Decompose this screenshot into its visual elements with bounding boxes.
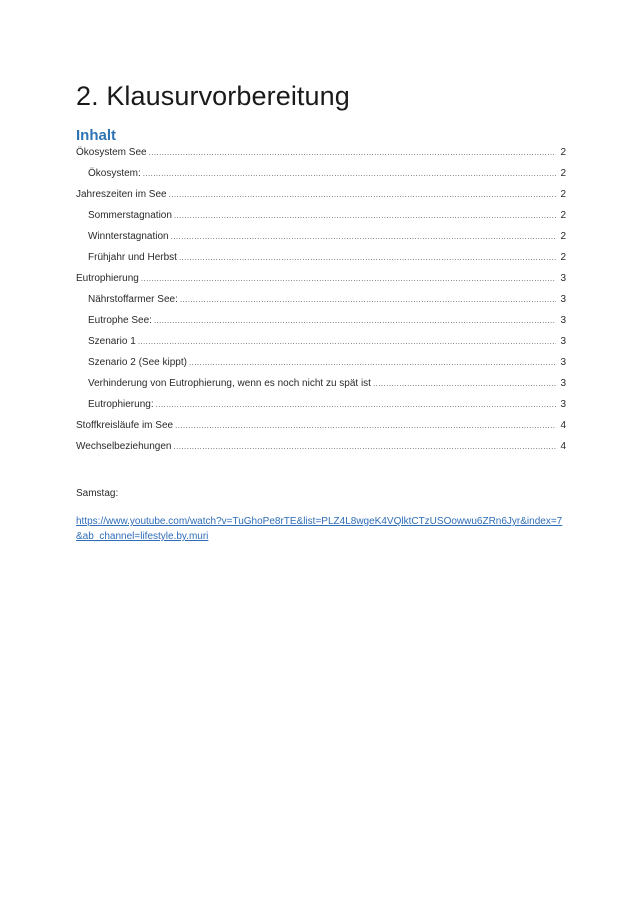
youtube-link[interactable]: https://www.youtube.com/watch?v=TuGhoPe8rTE&list=PLZ4L8wgeK4VQlktCTzUSOowwu6ZRn6Jyr&index=7&ab_channel=lifestyle.by.muri bbox=[76, 516, 563, 542]
toc-entry-label: Szenario 2 (See kippt) bbox=[88, 357, 187, 368]
toc-entry[interactable] bbox=[76, 147, 566, 168]
toc-dot-leader bbox=[149, 147, 556, 158]
toc-dot-leader bbox=[179, 252, 556, 263]
toc-entry-label: Szenario 1 bbox=[88, 336, 136, 347]
toc-dot-leader bbox=[156, 399, 556, 410]
toc-entry-label: Verhinderung von Eutrophierung, wenn es noch nicht zu spät ist bbox=[88, 378, 371, 389]
toc-entry[interactable] bbox=[76, 420, 566, 441]
document-title: 2. Klausurvorbereitung bbox=[76, 81, 350, 111]
toc-dot-leader bbox=[174, 210, 556, 221]
toc-dot-leader bbox=[169, 189, 556, 200]
toc-dot-leader bbox=[141, 273, 556, 284]
toc-entry-page: 3 bbox=[560, 336, 566, 347]
toc-dot-leader bbox=[143, 168, 556, 179]
toc-entry-page: 3 bbox=[560, 378, 566, 389]
toc-entry-page: 2 bbox=[560, 210, 566, 221]
toc-entry-page: 4 bbox=[560, 441, 566, 452]
toc-entry-label: Stoffkreisläufe im See bbox=[76, 420, 174, 431]
toc-entry-label: Jahreszeiten im See bbox=[76, 189, 167, 200]
toc-entry[interactable] bbox=[76, 441, 566, 462]
toc-heading: Inhalt bbox=[76, 127, 116, 144]
toc-dot-leader bbox=[173, 441, 556, 452]
toc-dot-leader bbox=[138, 336, 556, 347]
toc-entry-page: 3 bbox=[560, 357, 566, 368]
toc-entry[interactable] bbox=[76, 231, 566, 252]
toc-entry-label: Eutrophierung: bbox=[88, 399, 154, 410]
table-of-contents bbox=[76, 147, 566, 462]
toc-entry-page: 4 bbox=[560, 420, 566, 431]
toc-entry-label: Ökosystem See bbox=[76, 147, 147, 158]
toc-dot-leader bbox=[180, 294, 556, 305]
toc-entry-label: Eutrophe See: bbox=[88, 315, 152, 326]
toc-entry[interactable] bbox=[76, 273, 566, 294]
toc-entry-label: Winnterstagnation bbox=[88, 231, 169, 242]
toc-entry-page: 2 bbox=[560, 231, 566, 242]
toc-entry[interactable] bbox=[76, 210, 566, 231]
toc-entry-page: 2 bbox=[560, 252, 566, 263]
toc-entry-page: 3 bbox=[560, 315, 566, 326]
toc-entry-page: 3 bbox=[560, 273, 566, 284]
toc-entry-page: 3 bbox=[560, 294, 566, 305]
toc-entry[interactable] bbox=[76, 189, 566, 210]
toc-entry[interactable] bbox=[76, 252, 566, 273]
toc-entry-page: 2 bbox=[560, 189, 566, 200]
toc-entry-label: Sommerstagnation bbox=[88, 210, 172, 221]
toc-dot-leader bbox=[171, 231, 556, 242]
note-label: Samstag: bbox=[76, 488, 119, 499]
toc-entry-page: 2 bbox=[560, 168, 566, 179]
toc-entry[interactable] bbox=[76, 336, 566, 357]
toc-entry[interactable] bbox=[76, 168, 566, 189]
toc-entry-label: Eutrophierung bbox=[76, 273, 139, 284]
toc-entry-page: 3 bbox=[560, 399, 566, 410]
toc-entry-label: Wechselbeziehungen bbox=[76, 441, 172, 452]
toc-entry-label: Frühjahr und Herbst bbox=[88, 252, 177, 263]
toc-entry[interactable] bbox=[76, 378, 566, 399]
toc-entry[interactable] bbox=[76, 315, 566, 336]
toc-entry-label: Nährstoffarmer See: bbox=[88, 294, 178, 305]
toc-entry-page: 2 bbox=[560, 147, 566, 158]
toc-entry[interactable] bbox=[76, 357, 566, 378]
toc-dot-leader bbox=[154, 315, 556, 326]
toc-dot-leader bbox=[189, 357, 556, 368]
toc-dot-leader bbox=[175, 420, 556, 431]
toc-entry[interactable] bbox=[76, 294, 566, 315]
toc-entry[interactable] bbox=[76, 399, 566, 420]
toc-dot-leader bbox=[373, 378, 556, 389]
toc-entry-label: Ökosystem: bbox=[88, 168, 141, 179]
